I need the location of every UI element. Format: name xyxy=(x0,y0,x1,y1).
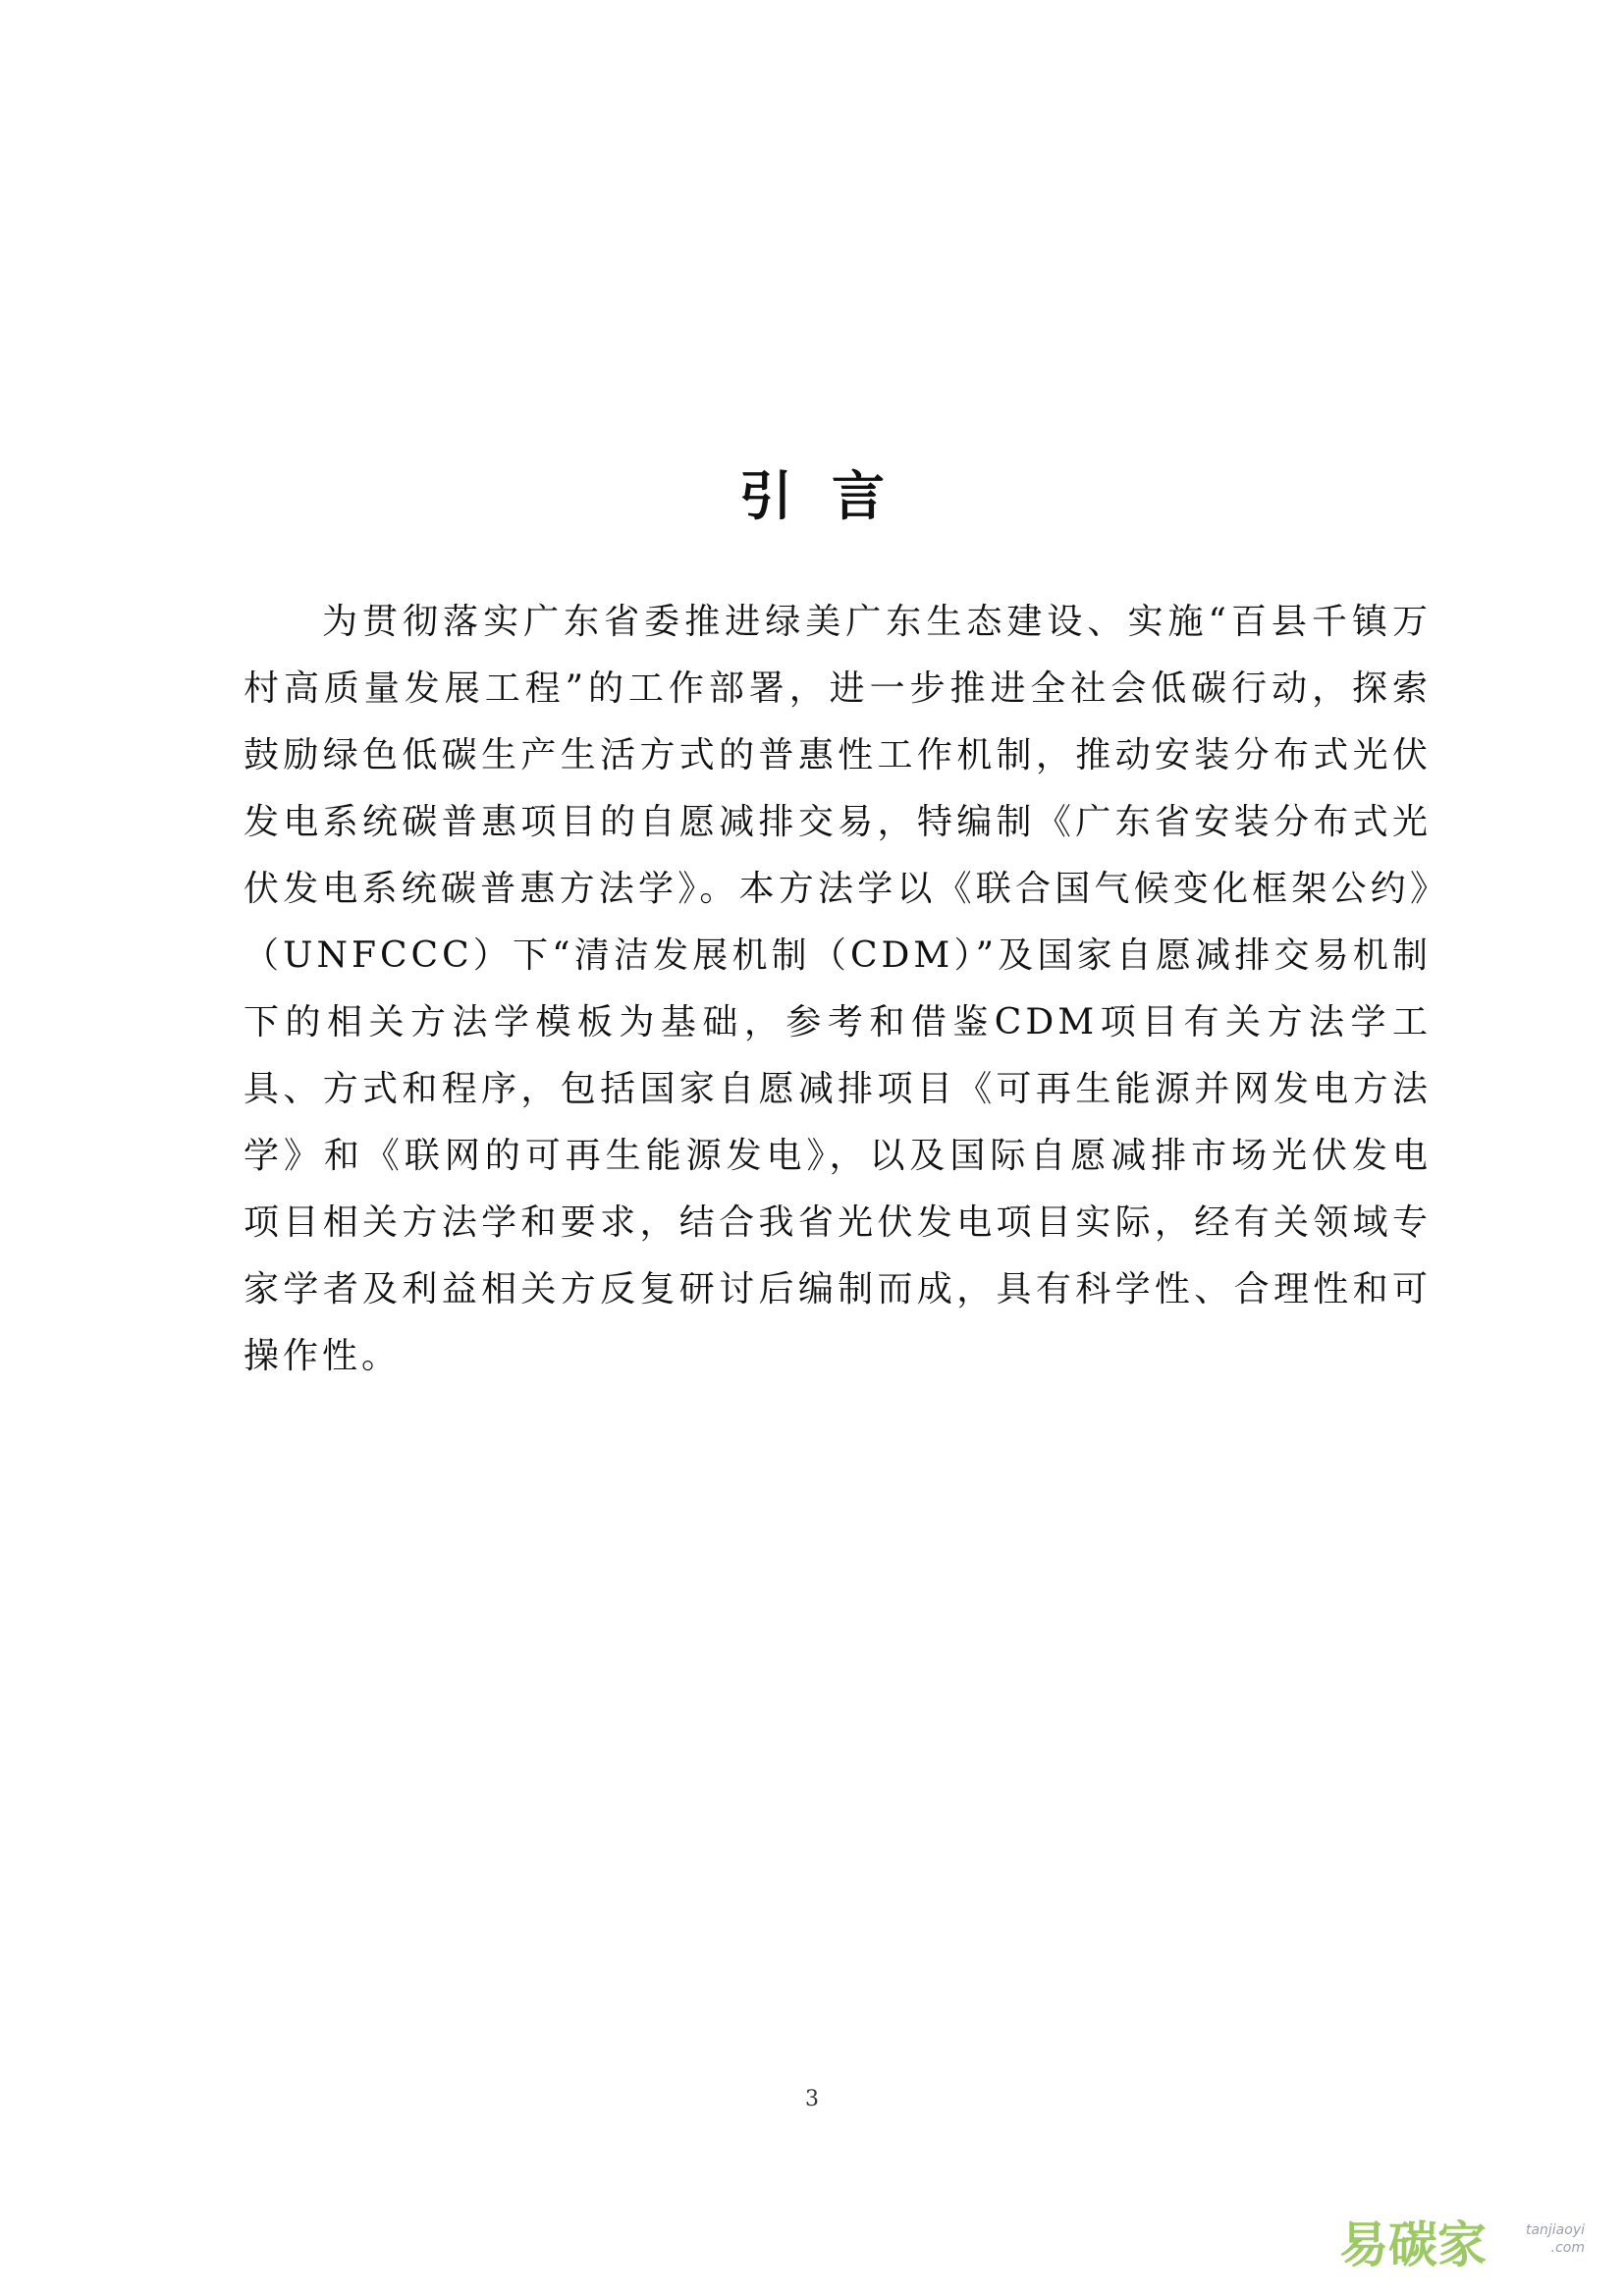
watermark-logo xyxy=(1339,2214,1585,2276)
watermark-domain xyxy=(1526,2221,1585,2257)
intro-paragraph: 为贯彻落实广东省委推进绿美广东生态建设、实施“百县千镇万村高质量发展工程”的工作部署，进一步推进全社会低碳行动，探索鼓励绿色低碳生产生活方式的普惠性工作机制，推动安装分布式光伏发电系统碳普惠项目的自愿减排交易，特编制《广东省安装分布式光伏发电系统碳普惠方法学》。本方法学以《联合国气候变化框架公约》（UNFCCC）下“清洁发展机制（CDM）”及国家自愿减排交易机制下的相关方法学模板为基础，参考和借鉴CDM项目有关方法学工具、方式和程序，包括国家自愿减排项目《可再生能源并网发电方法学》和《联网的可再生能源发电》，以及国际自愿减排市场光伏发电项目相关方法学和要求，结合我省光伏发电项目实际，经有关领域专家学者及利益相关方反复研讨后编制而成，具有科学性、合理性和可操作性。 xyxy=(244,602,1432,1376)
page-title: 引言 xyxy=(739,464,924,527)
page-number: 3 xyxy=(805,2087,819,2111)
watermark-domain-line2: .com xyxy=(1550,2240,1585,2256)
watermark-domain-line1: tanjiaoyi xyxy=(1525,2222,1585,2238)
watermark-brand: 易碳家 xyxy=(1339,2216,1487,2273)
